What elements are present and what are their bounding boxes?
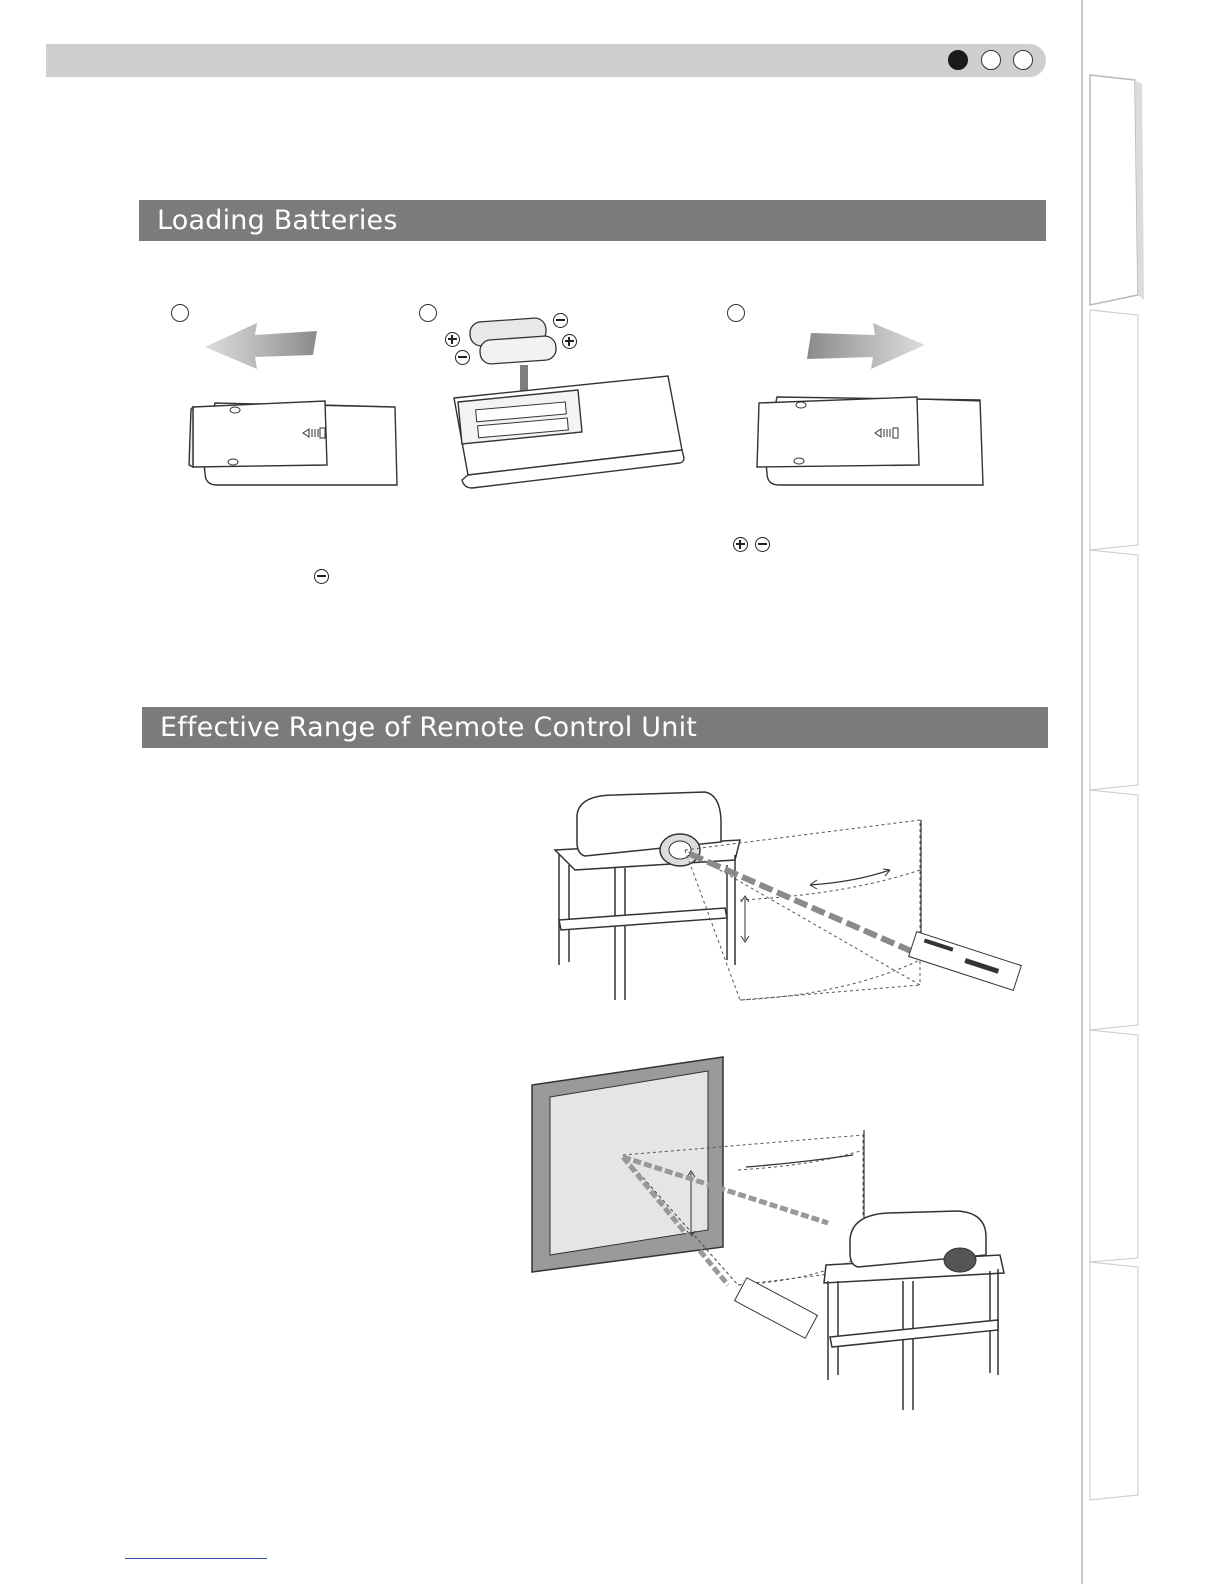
step-3-illustration [745, 315, 990, 495]
range-figure-projector [545, 790, 1035, 1010]
polarity-minus-icon [755, 537, 770, 552]
polarity-plus-icon [733, 537, 748, 552]
page-dot-3 [1013, 50, 1033, 70]
slide-right-arrow-icon [807, 323, 925, 369]
page-dot-1 [948, 50, 968, 70]
side-tab-strip [1080, 0, 1224, 1584]
header-bar [46, 44, 1046, 77]
step-3-number-circle [727, 304, 745, 322]
step-1-illustration [185, 315, 405, 495]
slide-left-arrow-icon [205, 323, 317, 369]
step-2-number-circle [419, 304, 437, 322]
battery-minus-icon [553, 313, 568, 328]
battery-plus-icon [445, 332, 460, 347]
polarity-minus-icon [314, 569, 329, 584]
range-figure-screen [528, 1055, 1018, 1415]
footer-link-underline [125, 1558, 267, 1559]
battery-plus-icon [562, 334, 577, 349]
section-title-loading-batteries: Loading Batteries [139, 200, 1046, 241]
page-dot-2 [981, 50, 1001, 70]
battery-minus-icon [455, 350, 470, 365]
section-title-effective-range: Effective Range of Remote Control Unit [142, 707, 1048, 748]
